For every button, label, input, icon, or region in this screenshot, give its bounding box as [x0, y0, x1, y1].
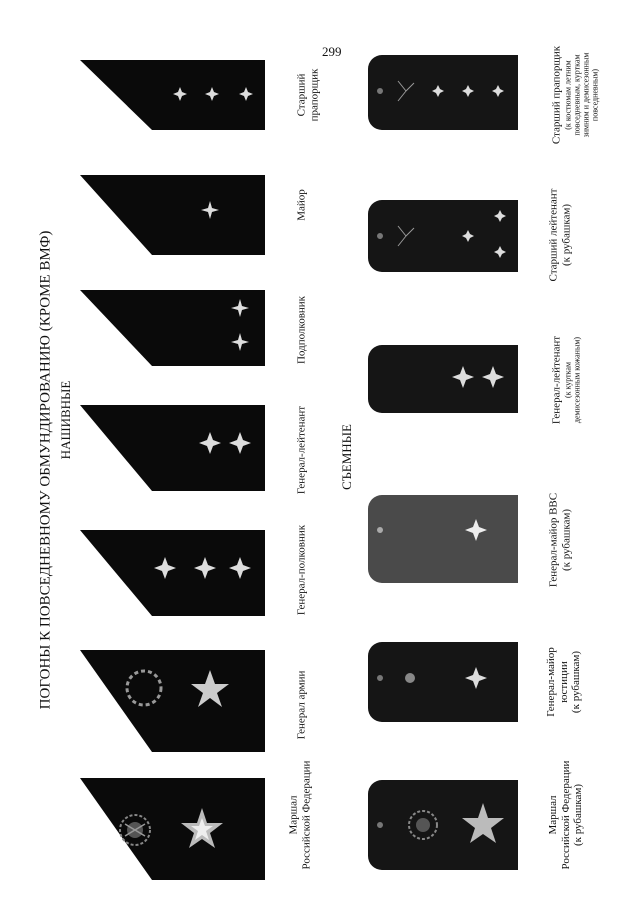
shoulder-board-lieutenant-colonel: [80, 290, 265, 366]
button-icon: [377, 88, 383, 94]
shoulder-board-marshal: [80, 778, 265, 880]
label-removable-marshal: Маршал Российской Федерации (к рубашкам): [547, 760, 585, 870]
removable-board-lieutenant-general: [368, 345, 518, 413]
removable-board-general-major-vvs: [368, 495, 518, 583]
label-general-army: Генерал армии: [295, 670, 308, 740]
label-removable-general-major-vvs: Генерал-майор ВВС (к рубашкам): [547, 492, 572, 588]
button-icon: [377, 675, 383, 681]
shoulder-board-major: [80, 175, 265, 255]
button-icon: [377, 822, 383, 828]
button-icon: [377, 527, 383, 533]
label-lieutenant-colonel: Подполковник: [295, 295, 308, 365]
label-removable-senior-warrant-officer: Старший прапорщик (к костюмам летним повседневным, курткам зимним и демисезонным повседневным): [550, 45, 600, 145]
page-title: ПОГОНЫ К ПОВСЕДНЕВНОМУ ОБМУНДИРОВАНИЮ (КРОМЕ ВМФ): [37, 230, 54, 710]
label-senior-warrant-officer: Старший прапорщик: [295, 68, 320, 122]
shoulder-board-senior-warrant-officer: [80, 60, 265, 130]
label-removable-senior-lieutenant: Старший лейтенант (к рубашкам): [547, 188, 572, 282]
emblem-icon: [405, 673, 415, 683]
label-lieutenant-general: Генерал-лейтенант: [295, 405, 308, 495]
removable-board-general-major-justice: [368, 642, 518, 722]
shoulder-board-lieutenant-general: [80, 405, 265, 491]
label-removable-general-major-justice: Генерал-майор юстиции (к рубашкам): [545, 647, 583, 717]
removable-board-senior-warrant-officer: [368, 55, 518, 130]
shoulder-board-general-army: [80, 650, 265, 752]
button-icon: [377, 233, 383, 239]
shoulder-board-colonel-general: [80, 530, 265, 616]
removable-board-marshal: [368, 780, 518, 870]
label-colonel-general: Генерал-полковник: [295, 524, 308, 616]
section-removable-title: СЪЕМНЫЕ: [339, 424, 354, 490]
section-sewn-title: НАШИВНЫЕ: [58, 380, 73, 460]
label-marshal: Маршал Российской Федерации: [287, 760, 312, 870]
page-number: 299: [322, 44, 342, 59]
label-major: Майор: [295, 189, 308, 221]
label-removable-lieutenant-general: Генерал-лейтенант (к курткам демисезонным кожаным): [550, 335, 582, 425]
removable-board-senior-lieutenant: [368, 200, 518, 272]
